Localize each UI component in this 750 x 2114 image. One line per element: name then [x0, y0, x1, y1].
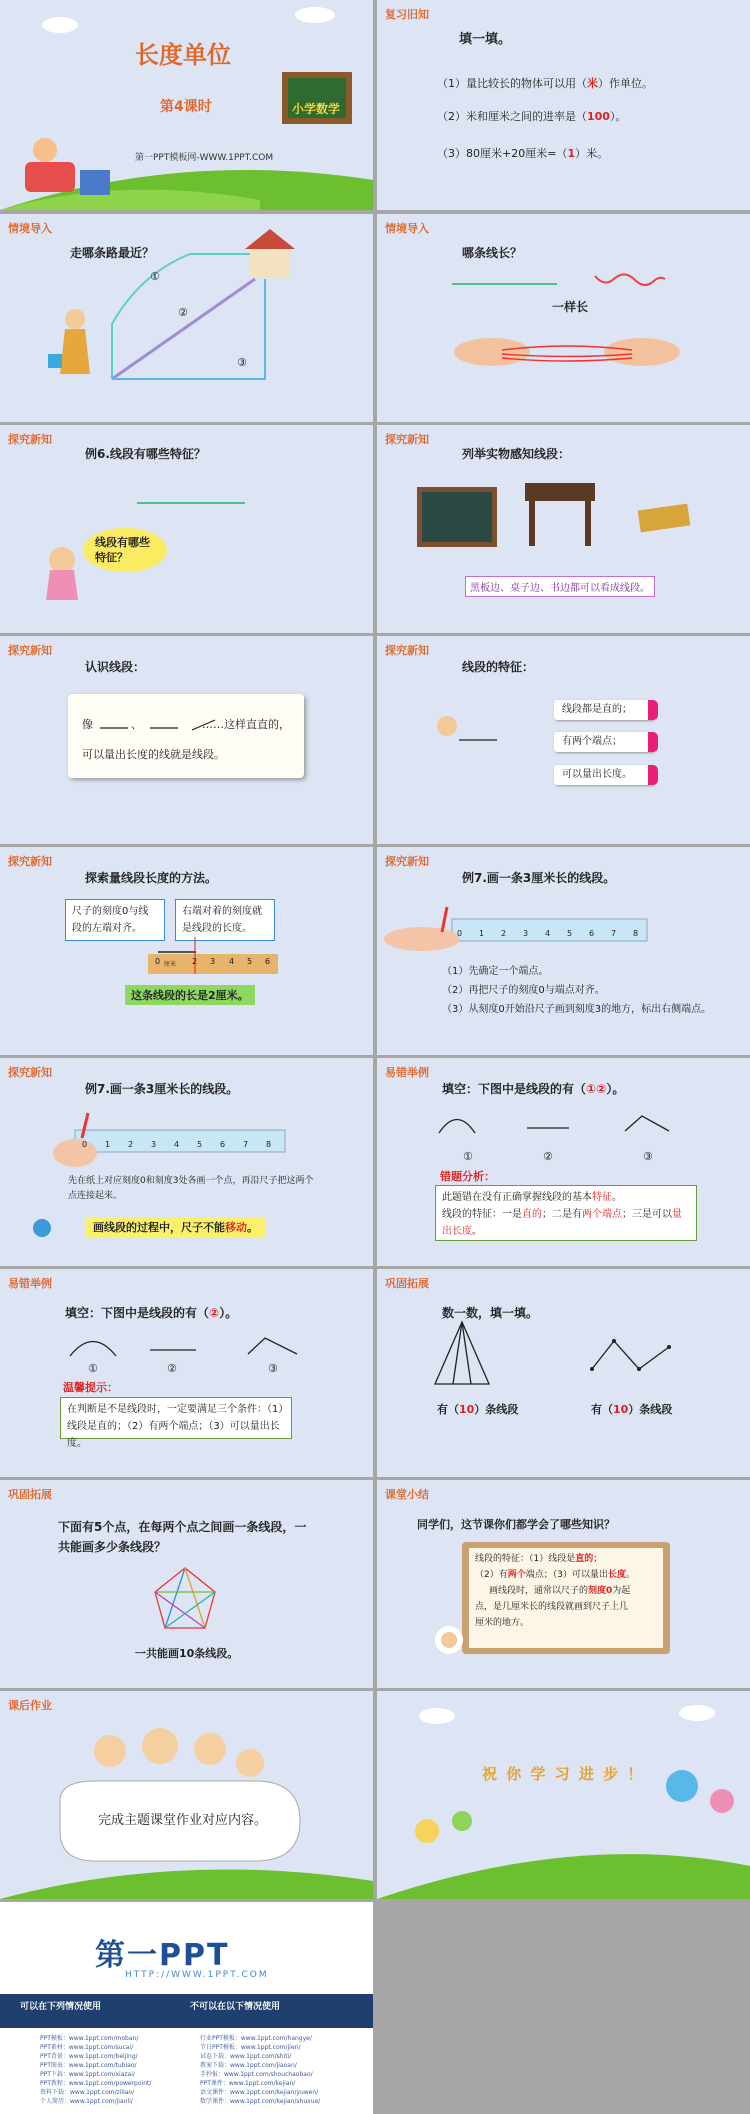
slide-tag: 情境导入 [385, 222, 429, 235]
tick: 0 [82, 1140, 88, 1149]
tick-2: 2 [192, 957, 198, 966]
tick-unit: 厘米 [164, 961, 177, 968]
mistake1-analysis-title: 错题分析： [440, 1170, 495, 1183]
features-heading: 线段的特征： [462, 660, 535, 674]
slide-credits [0, 1902, 373, 2114]
summary-line-4: 点，是几厘米长的线段就画到尺子上几 [475, 1602, 629, 1612]
know-line2: 可以量出长度的线就是线段。 [82, 748, 225, 761]
tick: 0 [457, 929, 463, 938]
tick: 6 [220, 1140, 226, 1149]
credits-links-right [200, 2034, 320, 2106]
points-question-1: 下面有5个点，在每两个点之间画一条线段，一 [58, 1520, 307, 1534]
tick: 2 [128, 1140, 134, 1149]
slide-mistake-2 [0, 1269, 373, 1477]
note-card-lines [0, 636, 373, 844]
slide-tag: 探究新知 [8, 644, 52, 657]
tick-5: 5 [247, 957, 253, 966]
link-item[interactable]: PPT模板：www.1ppt.com/moban/ [40, 2035, 139, 2042]
slide-tag: 探究新知 [8, 1066, 52, 1079]
link-item[interactable]: 手抄报：www.1ppt.com/shouchaobao/ [200, 2071, 313, 2078]
slide-mistake-1 [377, 1058, 750, 1266]
review-q1: （1）量比较长的物体可以用（米）作单位。 [437, 77, 653, 90]
tick: 1 [105, 1140, 111, 1149]
slide-tag: 课堂小结 [385, 1488, 429, 1501]
count-heading: 数一数，填一填。 [442, 1306, 539, 1320]
slide-tag: 易错举例 [385, 1066, 429, 1079]
slide-draw-steps [377, 847, 750, 1055]
link-item[interactable]: PPT教程：www.1ppt.com/powerpoint/ [40, 2080, 152, 2087]
slide-tag: 巩固拓展 [385, 1277, 429, 1290]
link-item[interactable]: PPT图表：www.1ppt.com/tubiao/ [40, 2062, 137, 2069]
points-question-2: 共能画多少条线段？ [58, 1540, 167, 1554]
slide-features [377, 636, 750, 844]
slide-summary [377, 1480, 750, 1688]
know-line1: 像 、 ……这样直直的， [82, 718, 290, 731]
tick: 8 [633, 929, 639, 938]
summary-mascot [377, 1480, 750, 1688]
tick: 4 [174, 1140, 180, 1149]
count-answer-1: 有（10）条线段 [437, 1403, 519, 1416]
slide-real-objects [377, 425, 750, 633]
method-tip: 画线段的过程中，尺子不能移动。 [85, 1217, 266, 1237]
slide-tag: 探究新知 [8, 855, 52, 868]
mistake2-label-2: ② [167, 1362, 177, 1375]
know-heading: 认识线段： [85, 660, 146, 674]
slide-homework [0, 1691, 373, 1899]
tick: 4 [545, 929, 551, 938]
example6-heading: 例6.线段有哪些特征？ [85, 447, 206, 461]
summary-line-5: 厘米的地方。 [475, 1618, 530, 1628]
tick: 5 [567, 929, 573, 938]
slide-title-badge: 小学数学 [292, 102, 341, 116]
link-item[interactable]: 资料下载：www.1ppt.com/ziliao/ [40, 2089, 135, 2096]
link-item[interactable]: 语文课件：www.1ppt.com/kejian/yuwen/ [200, 2089, 319, 2096]
closing-text: 祝 你 学 习 进 步 ！ [482, 1765, 645, 1783]
homework-art [0, 1691, 373, 1899]
link-item[interactable]: PPT下载：www.1ppt.com/xiazai/ [40, 2071, 135, 2078]
analysis-line-2: 线段的特征：一是直的；二是有两个端点；三是可以量出长度。 [442, 1209, 682, 1237]
feature-item-2: 有两个端点； [554, 732, 654, 752]
slide-title [0, 0, 373, 210]
tick-3: 3 [210, 957, 216, 966]
tick: 1 [479, 929, 485, 938]
review-q3: （3）80厘米+20厘米=（1）米。 [437, 147, 609, 160]
link-item[interactable]: 试卷下载：www.1ppt.com/shiti/ [200, 2053, 292, 2060]
method-heading: 例7.画一条3厘米长的线段。 [85, 1082, 239, 1096]
slide-title-subtitle: 第4课时 [160, 99, 212, 115]
count-answer-2: 有（10）条线段 [591, 1403, 673, 1416]
measure-ruler [0, 847, 373, 1055]
example6-bubble: 线段有哪些特征？ [95, 536, 150, 564]
analysis-line-1: 此题错在没有正确掌握线段的基本特征。 [442, 1192, 622, 1203]
slide-tag: 课后作业 [8, 1699, 52, 1712]
link-item[interactable]: 节日PPT模板：www.1ppt.com/jieri/ [200, 2044, 301, 2051]
tick: 7 [611, 929, 617, 938]
summary-line-3: 画线段时，通常以尺子的刻度0为起 [489, 1586, 631, 1596]
measure-note-left: 尺子的刻度0与线段的左端对齐。 [65, 899, 165, 941]
credits-col-1: 可以在下列情况使用 [20, 2002, 102, 2012]
measure-result: 这条线段的长是2厘米。 [125, 985, 255, 1005]
method-ruler-ticks [82, 1140, 282, 1152]
mistake2-shapes [0, 1269, 373, 1477]
link-item[interactable]: 数学课件：www.1ppt.com/kejian/shuxue/ [200, 2098, 321, 2105]
tick: 3 [151, 1140, 157, 1149]
mistake2-question: 填空：下图中是线段的有（②）。 [65, 1306, 238, 1320]
slide-example6 [0, 425, 373, 633]
draw-heading: 例7.画一条3厘米长的线段。 [462, 871, 616, 885]
mistake2-hint-title: 温馨提示： [63, 1381, 118, 1394]
draw-step-2: （2）再把尺子的刻度0与端点对齐。 [442, 985, 605, 996]
slide-review [377, 0, 750, 210]
summary-line-1: 线段的特征：（1）线段是直的； [475, 1554, 603, 1564]
link-item[interactable]: PPT背景：www.1ppt.com/beijing/ [40, 2053, 138, 2060]
credits-url: HTTP://WWW.1PPT.COM [125, 1970, 269, 1980]
route-label-2: ② [178, 306, 188, 319]
tick-6: 6 [265, 957, 271, 966]
tick: 7 [243, 1140, 249, 1149]
slide-tag: 情境导入 [8, 222, 52, 235]
slide-know-segment [0, 636, 373, 844]
tick-0: 0 [155, 957, 161, 966]
slide-draw-method [0, 1058, 373, 1266]
mistake1-label-1: ① [463, 1150, 473, 1163]
mistake2-label-3: ③ [268, 1362, 278, 1375]
ruler-ticks [148, 955, 278, 973]
credits-logo: 第一PPT [95, 1938, 230, 1973]
tick-4: 4 [229, 957, 235, 966]
draw-ruler-ticks [457, 929, 647, 941]
route-label-3: ③ [237, 356, 247, 369]
link-item[interactable]: 教案下载：www.1ppt.com/jiaoan/ [200, 2062, 297, 2069]
objects-heading: 列举实物感知线段： [462, 447, 571, 461]
tick: 8 [266, 1140, 272, 1149]
mistake2-hint: 在判断是不是线段时，一定要满足三个条件：（1）线段是直的；（2）有两个端点；（3）可以量出长度。 [60, 1397, 292, 1439]
feature-item-3: 可以量出长度。 [554, 765, 654, 785]
longer-answer: 一样长 [552, 300, 589, 314]
summary-line-2: （2）有两个端点；（3）可以量出长度。 [475, 1570, 636, 1580]
slide-title-heading: 长度单位 [135, 41, 231, 69]
slide-count [377, 1269, 750, 1477]
objects-caption: 黑板边、桌子边、书边都可以看成线段。 [465, 576, 655, 597]
mistake1-analysis-box [435, 1185, 697, 1241]
tick: 2 [501, 929, 507, 938]
tick: 6 [589, 929, 595, 938]
slide-title-site: 第一PPT模板网-WWW.1PPT.COM [135, 153, 274, 163]
count-figures [377, 1269, 750, 1477]
credits-col-2: 不可以在以下情况使用 [190, 2002, 281, 2012]
slide-tag: 巩固拓展 [8, 1488, 52, 1501]
method-desc: 先在纸上对应刻度0和刻度3处各画一个点，再沿尺子把这两个点连接起来。 [68, 1176, 314, 1201]
slide-tag: 复习旧知 [385, 8, 429, 21]
slide-tag: 易错举例 [8, 1277, 52, 1290]
credits-links-left [40, 2034, 151, 2106]
tick: 5 [197, 1140, 203, 1149]
feature-item-1: 线段都是直的； [554, 700, 654, 720]
tick: 3 [523, 929, 529, 938]
slide-tag: 探究新知 [385, 433, 429, 446]
longer-question: 哪条线长？ [462, 246, 523, 260]
slide-tag: 探究新知 [8, 433, 52, 446]
measure-note-right: 右端对着的刻度就是线段的长度。 [175, 899, 275, 941]
mistake1-label-3: ③ [643, 1150, 653, 1163]
mistake2-label-1: ① [88, 1362, 98, 1375]
mistake1-label-2: ② [543, 1150, 553, 1163]
link-item[interactable]: PPT课件：www.1ppt.com/kejian/ [200, 2080, 296, 2087]
draw-step-1: （1）先确定一个端点。 [442, 966, 549, 977]
slide-which-longer [377, 214, 750, 422]
closing-art [377, 1691, 750, 1899]
review-heading: 填一填。 [459, 32, 512, 47]
slide-tag: 探究新知 [385, 644, 429, 657]
slide-measure [0, 847, 373, 1055]
slide-route [0, 214, 373, 422]
slide-tag: 探究新知 [385, 855, 429, 868]
route-label-1: ① [150, 270, 160, 283]
link-item[interactable]: 行业PPT模板：www.1ppt.com/hangye/ [200, 2035, 312, 2042]
link-item[interactable]: PPT素材：www.1ppt.com/sucai/ [40, 2044, 134, 2051]
slide-closing [377, 1691, 750, 1899]
draw-step-3: （3）从刻度0开始沿尺子画到刻度3的地方，标出右侧端点。 [442, 1004, 712, 1015]
summary-heading: 同学们，这节课你们都学会了哪些知识？ [417, 1518, 615, 1531]
mistake1-question: 填空：下图中是线段的有（①②）。 [442, 1082, 625, 1096]
review-q2: （2）米和厘米之间的进率是（100）。 [437, 110, 627, 123]
lines-compare [377, 214, 750, 422]
slide-five-points [0, 1480, 373, 1688]
measure-heading: 探索量线段长度的方法。 [85, 871, 218, 885]
link-item[interactable]: 个人简历：www.1ppt.com/jianli/ [40, 2098, 133, 2105]
homework-text: 完成主题课堂作业对应内容。 [98, 1813, 268, 1828]
route-question: 走哪条路最近？ [70, 246, 155, 260]
points-answer: 一共能画10条线段。 [135, 1647, 239, 1660]
